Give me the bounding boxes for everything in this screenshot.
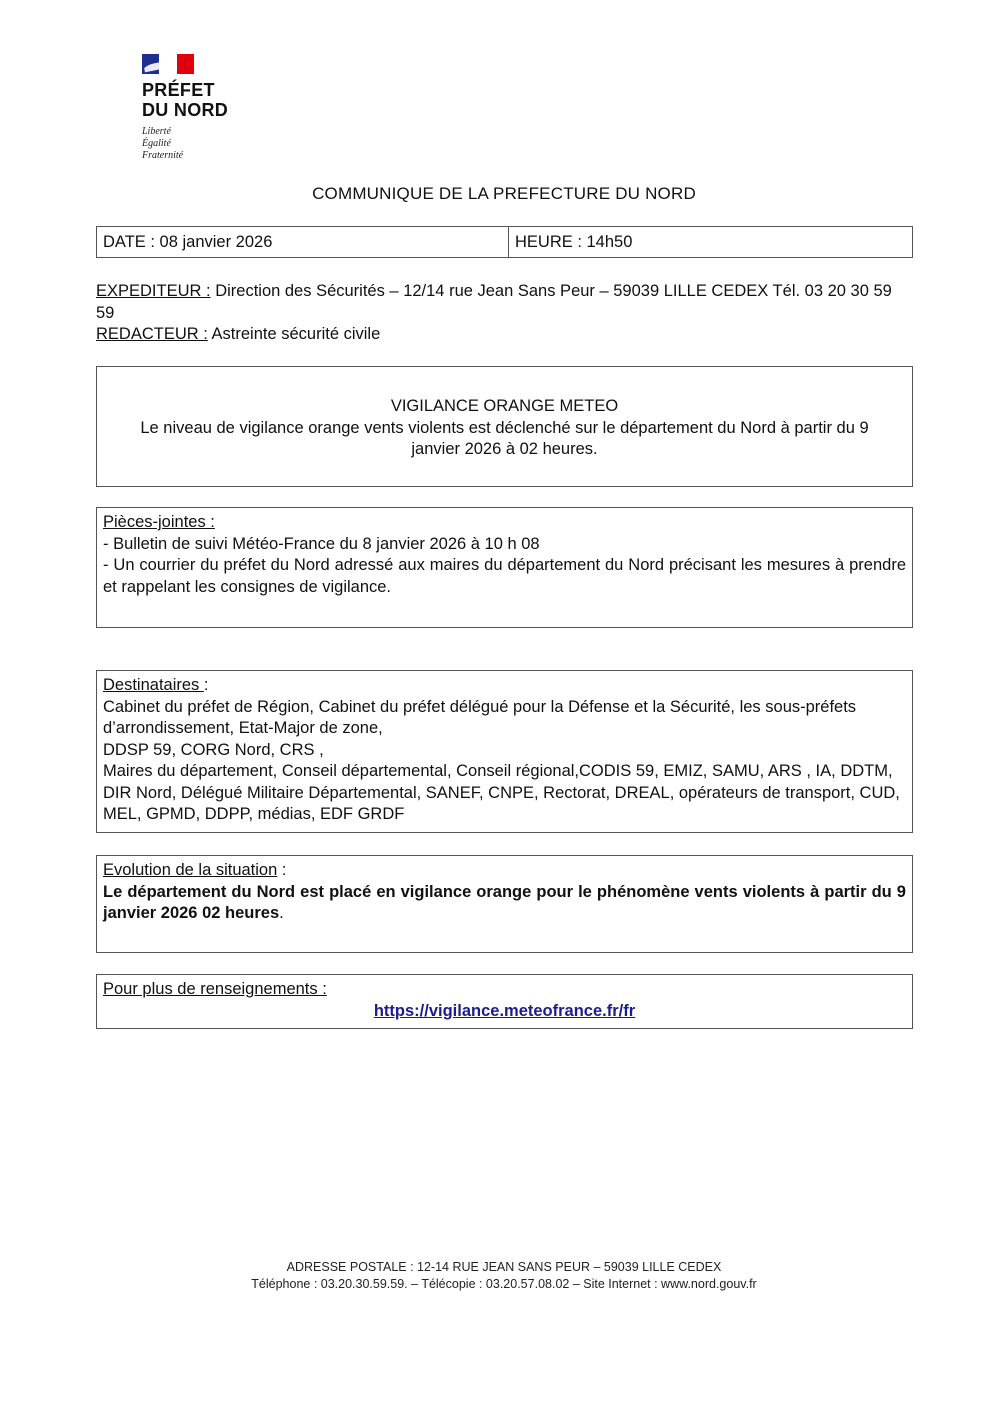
logo-title bbox=[142, 80, 228, 120]
motto-fraternite: Fraternité bbox=[142, 150, 184, 161]
logo-line2: DU NORD bbox=[142, 100, 229, 120]
time-cell: HEURE : 14h50 bbox=[515, 232, 633, 251]
attachments-label: Pièces-jointes : bbox=[103, 513, 215, 531]
prefecture-logo bbox=[142, 54, 228, 162]
meteofrance-link[interactable]: https://vigilance.meteofrance.fr/fr bbox=[373, 1001, 636, 1020]
attachment-item: - Bulletin de suivi Météo-France du 8 janvier 2026 à 10 h 08 bbox=[103, 534, 540, 553]
logo-motto bbox=[142, 126, 228, 162]
evolution-text: Le département du Nord est placé en vigilance orange pour le phénomène vents violents à partir du 9 janvier 2026 02 heures bbox=[103, 882, 906, 922]
motto-egalite: Égalité bbox=[142, 138, 171, 149]
more-info-label: Pour plus de renseignements : bbox=[103, 980, 327, 998]
evolution-end: . bbox=[279, 904, 284, 922]
redacteur-label: REDACTEUR : bbox=[96, 325, 208, 343]
footer-address: ADRESSE POSTALE : 12-14 RUE JEAN SANS PEUR – 59039 LILLE CEDEX bbox=[286, 1260, 722, 1274]
date-cell: DATE : 08 janvier 2026 bbox=[97, 227, 509, 257]
evolution-box bbox=[96, 855, 913, 953]
sender-block bbox=[96, 281, 914, 346]
recipients-line: DDSP 59, CORG Nord, CRS , bbox=[103, 740, 324, 759]
expediteur-text: Direction des Sécurités – 12/14 rue Jean Sans Peur – 59039 LILLE CEDEX Tél. 03 20 30 59 59 bbox=[96, 282, 892, 322]
date-time-table bbox=[96, 226, 913, 258]
footer-contact: Téléphone : 03.20.30.59.59. – Télécopie : 03.20.57.08.02 – Site Internet : www.nord.gouv.fr bbox=[251, 1277, 757, 1291]
recipients-colon: : bbox=[203, 676, 209, 694]
redacteur-text: Astreinte sécurité civile bbox=[207, 325, 381, 343]
motto-liberte: Liberté bbox=[142, 126, 171, 137]
recipients-line: Maires du département, Conseil départemental, Conseil régional,CODIS 59, EMIZ, SAMU, ARS , IA, DDTM, DIR Nord, Délégué Militaire Départemental, SANEF, CNPE, Rectorat, DREAL, opérateurs de transport, CUD, MEL, GPMD, DDPP, médias, EDF GRDF bbox=[103, 762, 900, 823]
expediteur-label: EXPEDITEUR : bbox=[96, 282, 211, 300]
recipients-line: Cabinet du préfet de Région, Cabinet du préfet délégué pour la Défense et la Sécurité, les sous-préfets d’arrondissement, Etat-Major de zone, bbox=[103, 697, 857, 737]
page-footer bbox=[0, 1259, 1008, 1293]
recipients-label: Destinataires bbox=[103, 676, 204, 694]
vigilance-box bbox=[96, 366, 913, 487]
vigilance-heading: VIGILANCE ORANGE METEO bbox=[390, 397, 619, 415]
logo-line1: PRÉFET bbox=[142, 80, 215, 100]
marianne-flag-icon bbox=[142, 54, 194, 74]
attachment-item: - Un courrier du préfet du Nord adressé aux maires du département du Nord précisant les mesures à prendre et rappelant les consignes de vigilance. bbox=[103, 556, 906, 596]
page-title: COMMUNIQUE DE LA PREFECTURE DU NORD bbox=[312, 184, 696, 203]
expediteur-line bbox=[96, 281, 914, 324]
evolution-label: Evolution de la situation bbox=[103, 861, 278, 879]
redacteur-line bbox=[96, 324, 914, 346]
evolution-colon: : bbox=[277, 861, 287, 879]
more-info-box bbox=[96, 974, 913, 1029]
vigilance-text: Le niveau de vigilance orange vents violents est déclenché sur le département du Nord à partir du 9 janvier 2026 à 02 heures. bbox=[140, 418, 869, 458]
attachments-box bbox=[96, 507, 913, 628]
recipients-box bbox=[96, 670, 913, 833]
